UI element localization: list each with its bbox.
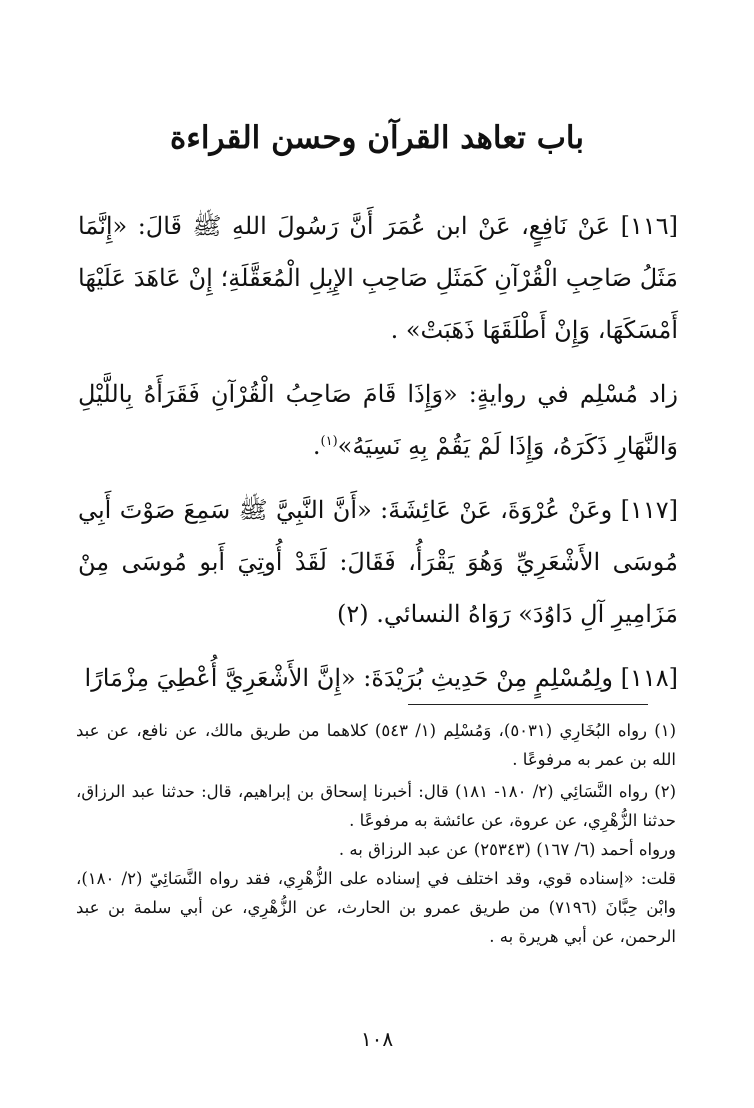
muslim-addition — [78, 368, 678, 472]
muslim-addition-text: زاد مُسْلِم في روايةٍ: «وَإِذَا قَامَ صَاحِبُ الْقُرْآنِ فَقَرَأَهُ بِاللَّيْلِ وَالنَّهَارِ ذَكَرَهُ، وَإِذَا لَمْ يَقُمْ بِهِ نَسِيَهُ» — [78, 380, 678, 460]
footnote-1: (١) رواه البُخَارِي (٥٠٣١)، وَمُسْلِم (١/ ٥٤٣) كلاهما من طريق مالك، عن نافع، عن عبد الله بن عمر به مرفوعًا . — [76, 721, 676, 769]
main-text — [78, 200, 678, 704]
page-number: ١٠٨ — [360, 1027, 394, 1051]
hadith-117: [١١٧] وعَنْ عُرْوَةَ، عَنْ عَائِشَةَ: «أَنَّ النَّبِيَّ ﷺ سَمِعَ صَوْتَ أَبِي مُوسَى الأَشْعَرِيِّ وَهُوَ يَقْرَأُ، فَقَالَ: لَقَدْ أُوتِيَ أَبو مُوسَى مِنْ مَزَامِيرِ آلِ دَاوُدَ» رَوَاهُ النسائي. (٢) — [78, 496, 678, 628]
footnote-divider — [408, 704, 648, 705]
muslim-addition-end: . — [312, 432, 321, 460]
hadith-116: [١١٦] عَنْ نَافِعٍ، عَنْ ابن عُمَرَ أَنَّ رَسُولَ اللهِ ﷺ قَالَ: «إِنَّمَا مَثَلُ صَاحِبِ الْقُرْآنِ كَمَثَلِ صَاحِبِ الإِبِلِ الْمُعَقَّلَةِ؛ إِنْ عَاهَدَ عَلَيْهَا أَمْسَكَهَا، وَإِنْ أَطْلَقَهَا ذَهَبَتْ» . — [78, 212, 678, 344]
footnote-ref-1[interactable]: (١) — [320, 434, 338, 449]
footnote-2-comment: قلت: «إسناده قوي، وقد اختلف في إسناده على الزُّهْرِي، فقد رواه النَّسَائِيّ (٢/ ١٨٠)، وابْن حِبَّانَ (٧١٩٦) من طريق عمرو بن الحارث، عن الزُّهْرِي، عن أبي سلمة بن عبد الرحمن، عن أبي هريرة به . — [76, 869, 676, 946]
footnotes — [76, 716, 676, 951]
hadith-118: [١١٨] ولِمُسْلِمٍ مِنْ حَدِيثِ بُرَيْدَةَ: «إِنَّ الأَشْعَرِيَّ أُعْطِيَ مِزْمَارًا — [84, 664, 678, 692]
footnote-2-ahmad: ورواه أحمد (٦/ ١٦٧) (٢٥٣٤٣) عن عبد الرزاق به . — [338, 840, 676, 859]
footnote-2: (٢) رواه النَّسَائِي (٢/ ١٨٠- ١٨١) قال: أخبرنا إسحاق بن إبراهيم، قال: حدثنا عبد الرزاق، حدثنا الزُّهْرِي، عن عروة، عن عائشة به مرفوعًا . — [76, 782, 676, 830]
chapter-title: باب تعاهد القرآن وحسن القراءة — [170, 120, 584, 156]
